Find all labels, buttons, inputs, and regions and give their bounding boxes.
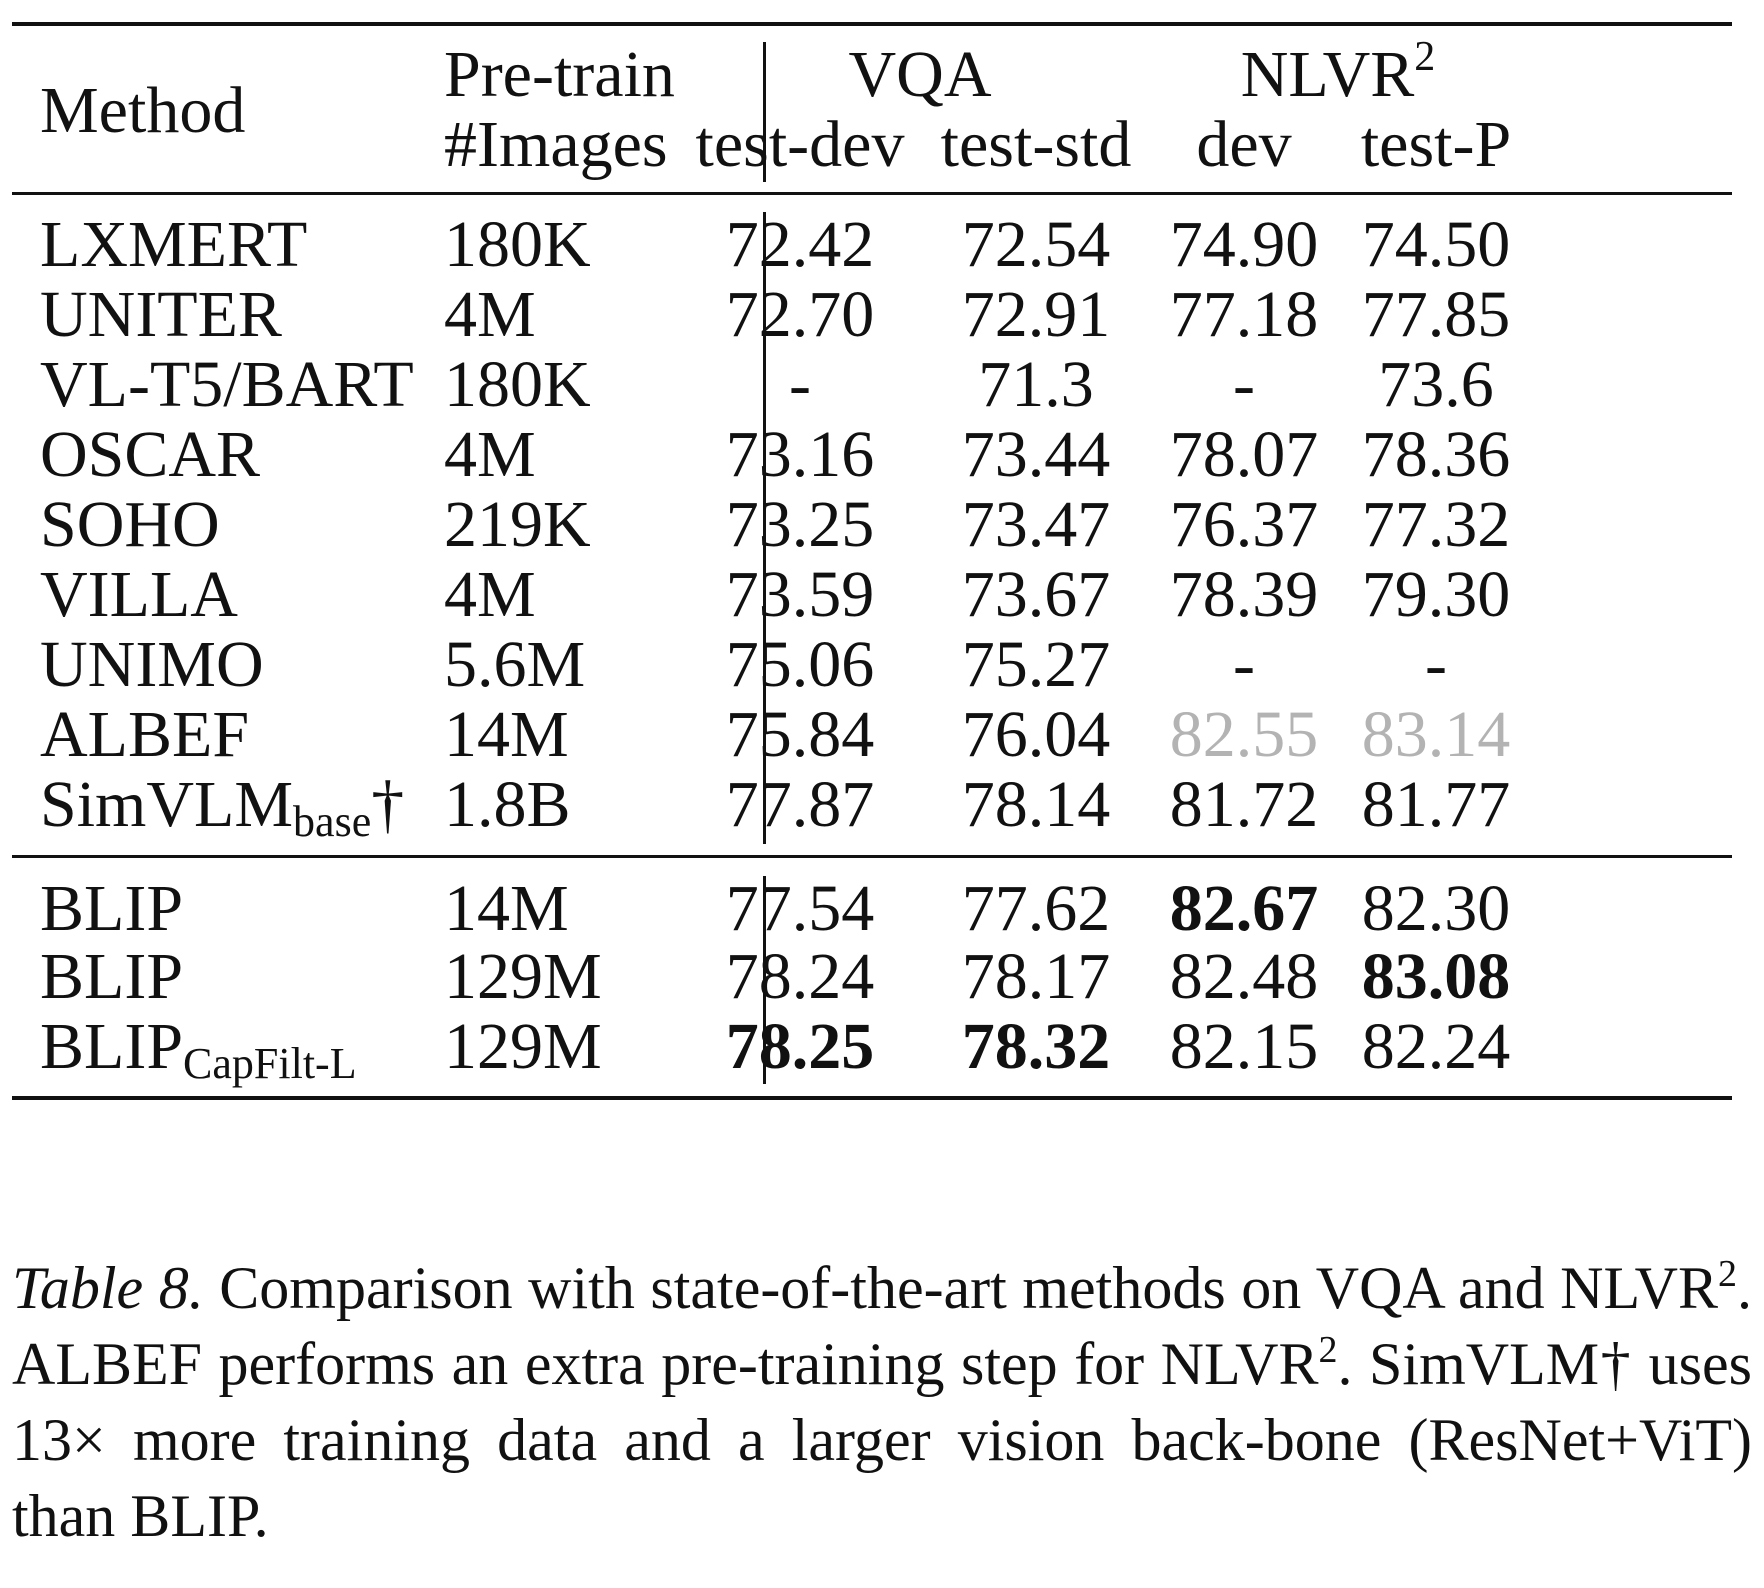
method-cell: VL-T5/BART xyxy=(40,348,414,421)
method-cell: ALBEF xyxy=(40,698,250,771)
score-cell: 72.42 xyxy=(725,208,875,281)
score-cell: - xyxy=(1233,628,1255,701)
images-cell: 180K xyxy=(444,348,591,421)
method-cell: UNIMO xyxy=(40,628,264,701)
images-cell: 4M xyxy=(444,558,536,631)
group-separator-rule xyxy=(12,855,1732,858)
header-method: Method xyxy=(40,74,246,147)
header-rule xyxy=(12,192,1732,195)
images-cell: 1.8B xyxy=(444,768,571,841)
score-cell: 76.04 xyxy=(961,698,1111,771)
score-cell: 73.47 xyxy=(961,488,1111,561)
method-cell: OSCAR xyxy=(40,418,261,491)
score-cell: 78.36 xyxy=(1361,418,1511,491)
score-cell: 73.59 xyxy=(725,558,875,631)
score-cell: 82.30 xyxy=(1361,872,1511,945)
score-cell: 82.55 xyxy=(1169,698,1319,771)
header-vqa: VQA xyxy=(848,38,992,111)
header-pretrain-line2: #Images xyxy=(444,108,668,181)
top-rule xyxy=(12,22,1732,26)
score-cell: 75.27 xyxy=(961,628,1111,701)
header-col-test-std: test-std xyxy=(940,108,1132,181)
images-cell: 4M xyxy=(444,278,536,351)
score-cell: 72.91 xyxy=(961,278,1111,351)
images-cell: 180K xyxy=(444,208,591,281)
score-cell: 74.90 xyxy=(1169,208,1319,281)
table-caption: Table 8. Comparison with state-of-the-art methods on VQA and NLVR$^2$. ALBEF performs an extra pre-training step for NLVR$^2$. SimVLM† uses 13× more training data and a larger vision back-bone (ResNet+ViT) than BLIP. xyxy=(12,1253,1752,1549)
images-cell: 219K xyxy=(444,488,591,561)
header-col-test-p: test-P xyxy=(1360,108,1512,181)
header-nlvr: NLVR$^2$ xyxy=(1240,34,1436,111)
score-cell: 71.3 xyxy=(978,348,1094,421)
score-cell: 77.54 xyxy=(725,872,875,945)
score-cell: 77.85 xyxy=(1361,278,1511,351)
images-cell: 4M xyxy=(444,418,536,491)
method-cell: BLIP xyxy=(40,940,184,1013)
score-cell: 78.32 xyxy=(961,1010,1111,1083)
score-cell: 83.14 xyxy=(1361,698,1511,771)
method-cell: $BLIP_{CapFilt-L}$ xyxy=(40,1010,357,1088)
score-cell: 78.17 xyxy=(961,940,1111,1013)
score-cell: 77.32 xyxy=(1361,488,1511,561)
score-cell: 74.50 xyxy=(1361,208,1511,281)
score-cell: 78.14 xyxy=(961,768,1111,841)
bottom-rule xyxy=(12,1096,1732,1100)
header-nlvr-superscript: 2 xyxy=(1414,34,1436,80)
method-cell: UNITER xyxy=(40,278,282,351)
images-cell: 5.6M xyxy=(444,628,586,701)
score-cell: 72.70 xyxy=(725,278,875,351)
score-cell: 73.44 xyxy=(961,418,1111,491)
header-pretrain-line1: Pre-train xyxy=(444,38,675,111)
score-cell: 78.24 xyxy=(725,940,875,1013)
score-cell: 77.87 xyxy=(725,768,875,841)
images-cell: 14M xyxy=(444,698,569,771)
images-cell: 129M xyxy=(444,1010,602,1083)
score-cell: 75.06 xyxy=(725,628,875,701)
score-cell: 83.08 xyxy=(1361,940,1511,1013)
images-cell: 14M xyxy=(444,872,569,945)
method-cell: BLIP xyxy=(40,872,184,945)
images-cell: 129M xyxy=(444,940,602,1013)
header-col-dev: dev xyxy=(1196,108,1292,181)
score-cell: 78.25 xyxy=(725,1010,875,1083)
score-cell: 79.30 xyxy=(1361,558,1511,631)
method-cell: VILLA xyxy=(40,558,238,631)
method-cell: SimVLM$_{base}$† xyxy=(40,768,405,846)
score-cell: 82.48 xyxy=(1169,940,1319,1013)
score-cell: 77.62 xyxy=(961,872,1111,945)
score-cell: 78.39 xyxy=(1169,558,1319,631)
score-cell: 73.25 xyxy=(725,488,875,561)
score-cell: - xyxy=(1233,348,1255,421)
score-cell: - xyxy=(789,348,811,421)
method-cell: LXMERT xyxy=(40,208,308,281)
score-cell: 82.15 xyxy=(1169,1010,1319,1083)
score-cell: 82.24 xyxy=(1361,1010,1511,1083)
score-cell: 73.67 xyxy=(961,558,1111,631)
score-cell: 78.07 xyxy=(1169,418,1319,491)
score-cell: 77.18 xyxy=(1169,278,1319,351)
score-cell: 75.84 xyxy=(725,698,875,771)
score-cell: 76.37 xyxy=(1169,488,1319,561)
score-cell: 72.54 xyxy=(961,208,1111,281)
header-col-test-dev: test-dev xyxy=(695,108,905,181)
score-cell: 82.67 xyxy=(1169,872,1319,945)
score-cell: 81.72 xyxy=(1169,768,1319,841)
score-cell: 73.16 xyxy=(725,418,875,491)
caption-label: Table 8. xyxy=(12,1255,204,1321)
score-cell: 73.6 xyxy=(1378,348,1494,421)
score-cell: - xyxy=(1425,628,1447,701)
score-cell: 81.77 xyxy=(1361,768,1511,841)
method-cell: SOHO xyxy=(40,488,220,561)
